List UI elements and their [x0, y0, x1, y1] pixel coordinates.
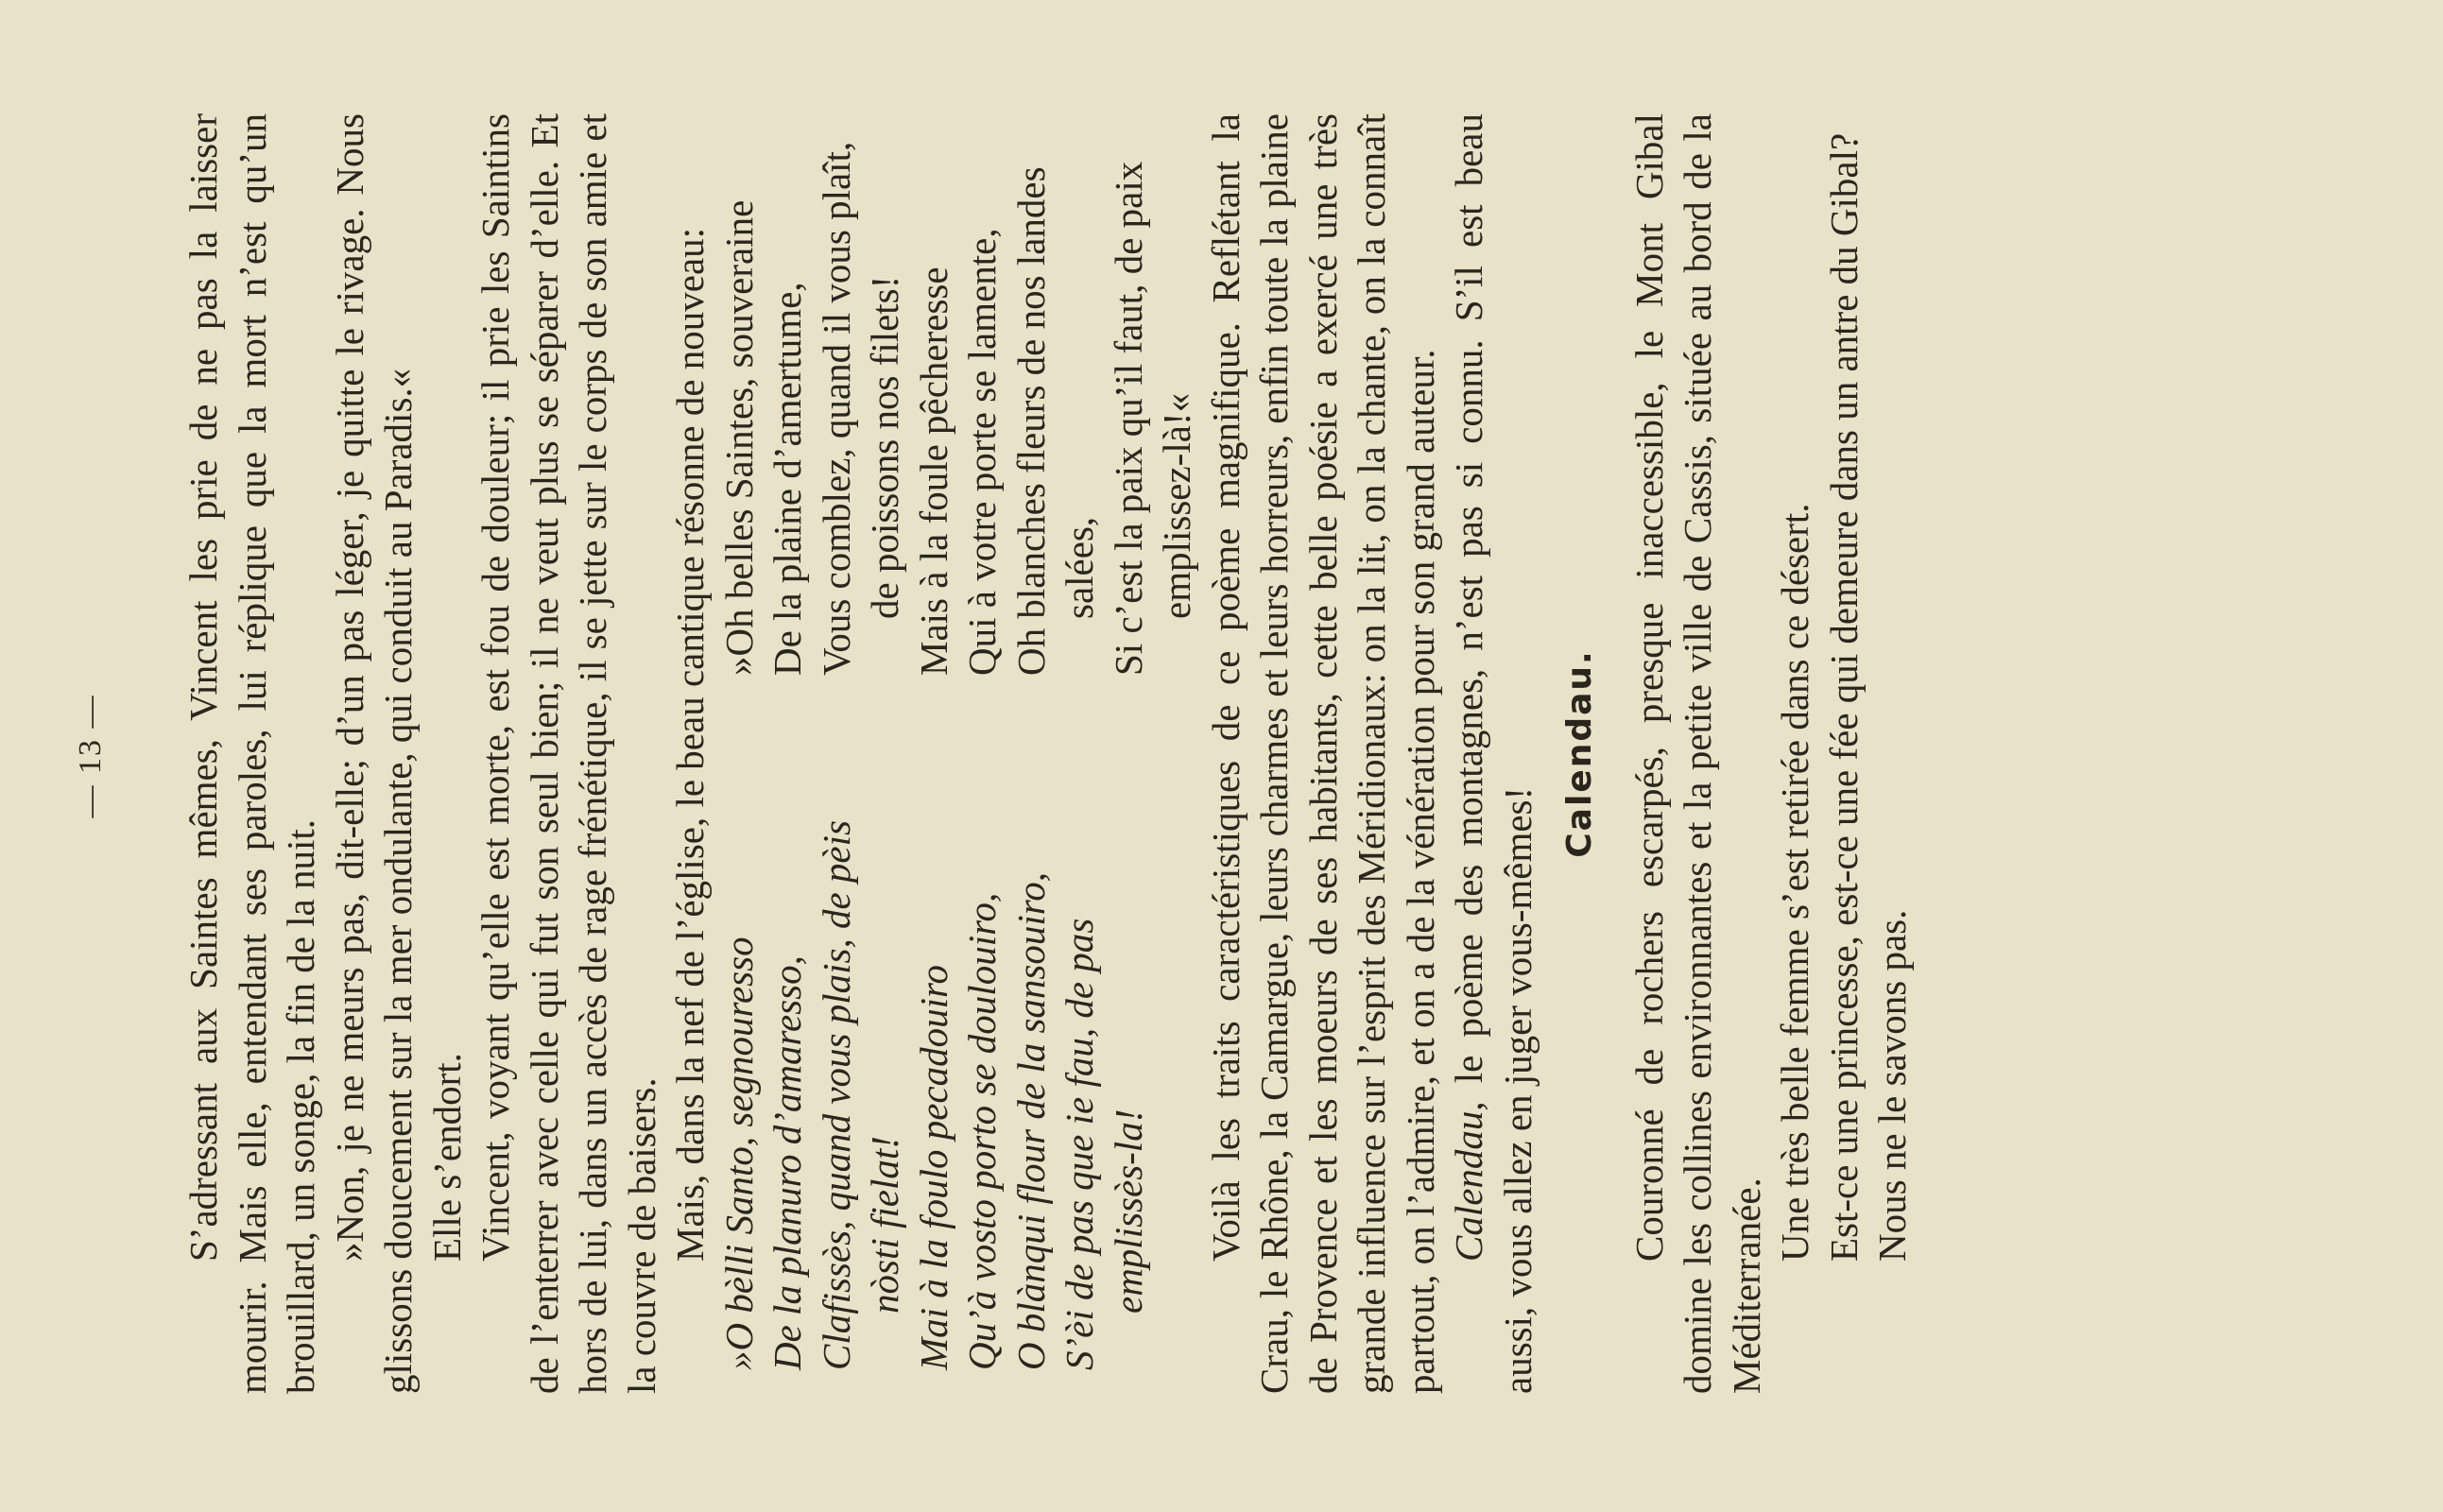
poem-verse: Clafissès, quand vous plais, de pèis nòsti fielat! — [814, 820, 906, 1370]
poem-verse: De la plaine d’amertume, — [766, 282, 809, 676]
poem-verse: De la planuro d’amaresso, — [766, 955, 809, 1370]
paragraph: Mais, dans la nef de l’église, le beau cantique résonne de nouveau: — [668, 227, 712, 1262]
poem-verse: O blànqui flour de la sansouiro, — [1008, 872, 1053, 1370]
poem-french-column — [715, 113, 1202, 699]
poem-verse: Mais à la foule pêcheresse — [911, 266, 955, 676]
poem-verse: »Oh belles Saintes, souveraine — [716, 199, 761, 676]
paragraph: Vincent, voyant qu’elle est morte, est fou de douleur; il prie les Saintins de l’enterrer avec celle qui fut son seul bien; il ne veut plus se séparer d’elle. Et hors de lui, dans un accès de rage frénétique, il se jette sur le corps de son amie et la couvre de baisers. — [473, 113, 663, 1394]
paragraph: S’adressant aux Saintes mêmes, Vincent les prie de ne pas la laisser mourir. Mais elle, entendant ses paroles, lui réplique que la mort n’est qu’un brouillard, un songe, la fin de la nuit. — [181, 113, 322, 1394]
poem-verse: Qui à votre porte se lamente, — [960, 228, 1004, 676]
poem-verse: »O bèlli Santo, segnouresso — [716, 936, 761, 1370]
poem-verse: Mai à la foulo pecadouiro — [911, 965, 955, 1370]
paragraph-text: , le poème des montagnes, n’est pas si connu. S’il est beau aussi, vous allez en juger vous-mêmes! — [1447, 113, 1540, 1394]
paragraph: »Non, je ne meurs pas, dit-elle; d’un pas léger, je quitte le rivage. Nous glissons doucement sur la mer ondulante, qui conduit au Paradis.« — [327, 113, 420, 1394]
page-number: — 13 — — [73, 694, 108, 818]
work-title: Calendau — [1447, 1110, 1490, 1262]
paragraph: Couronné de rochers escarpés, presque inaccessible, le Mont Gibal domine les collines environnantes et la petite ville de Cassis, située au bord de la Méditerranée. — [1626, 113, 1768, 1394]
poem-verse: Vous comblez, quand il vous plaît, de poissons nos filets! — [814, 141, 906, 676]
poem-verse: S’èi de pas que ie fau, de pas emplissès-la! — [1058, 918, 1150, 1370]
paragraph: Est-ce une princesse, est-ce une fée qui demeure dans un antre du Gibal? — [1821, 132, 1866, 1262]
paragraph: Elle s’endort. — [424, 1053, 469, 1262]
section-heading: Calendau. — [1560, 649, 1599, 858]
poem-block — [715, 113, 1202, 1394]
paragraph: Voilà les traits caractéristiques de ce poème magnifique. Reflétant la Crau, le Rhône, la Camargue, leurs charmes et leurs horreurs, enfin toute la plaine de Provence et les moeurs de ses habitants, cette belle poésie a exercé une très grande influence sur l’esprit des Méridionaux: on la lit, on la chante, on la connaît partout, on l’admire, et on a de la vénération pour son grand auteur. — [1203, 113, 1442, 1394]
paragraph: Nous ne le savons pas. — [1870, 909, 1914, 1262]
poem-occitan-column — [715, 789, 1202, 1394]
poem-verse: Oh blanches fleurs de nos landes salées, — [1008, 166, 1101, 676]
poem-verse: Qu’à vosto porto se doulouiro, — [960, 892, 1004, 1370]
paragraph — [1445, 113, 1542, 1394]
page-text — [180, 113, 1918, 1394]
poem-verse: Si c’est la paix qu’il faut, de paix emplissez-là!« — [1106, 161, 1198, 676]
paragraph: Une très belle femme s’est retirée dans ce désert. — [1773, 503, 1816, 1262]
